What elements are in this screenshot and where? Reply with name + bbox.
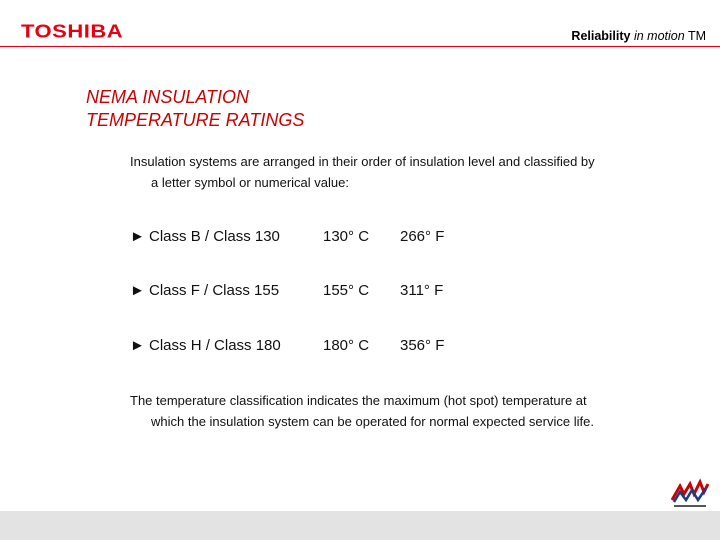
rating-fahrenheit: 266° F	[400, 228, 445, 245]
tagline-italic: in motion	[633, 29, 685, 43]
footer-bar	[0, 511, 720, 540]
rating-class: ► Class B / Class 130	[130, 228, 280, 245]
rating-class: ► Class F / Class 155	[130, 282, 280, 299]
toshiba-logo: TOSHIBA	[21, 21, 124, 42]
note-line-1: The temperature classification indicates the maximum (hot spot) temperature at	[130, 393, 587, 408]
rating-fahrenheit: 311° F	[400, 282, 444, 299]
tagline	[571, 29, 706, 43]
intro-paragraph	[130, 151, 690, 193]
intro-line-1: Insulation systems are arranged in their order of insulation level and classified by	[130, 154, 595, 169]
intro-line-2: a letter symbol or numerical value:	[151, 175, 349, 190]
rating-class: ► Class H / Class 180	[130, 337, 281, 354]
tagline-tm: TM	[687, 29, 706, 43]
rating-celsius: 155° C	[323, 282, 370, 299]
note-paragraph	[130, 390, 690, 432]
header-divider	[0, 46, 720, 47]
title-line-1: NEMA INSULATION	[86, 87, 250, 107]
rating-row	[130, 337, 530, 357]
rating-fahrenheit: 356° F	[400, 337, 445, 354]
rating-row	[130, 228, 530, 248]
rating-row	[130, 282, 530, 302]
note-line-2: which the insulation system can be operated for normal expected service life.	[151, 414, 594, 429]
title-line-2: TEMPERATURE RATINGS	[86, 110, 305, 130]
rating-celsius: 130° C	[323, 228, 370, 245]
rating-celsius: 180° C	[323, 337, 370, 354]
brand-mark-icon	[668, 478, 712, 510]
tagline-bold: Reliability	[571, 29, 631, 43]
page-title	[86, 86, 304, 132]
